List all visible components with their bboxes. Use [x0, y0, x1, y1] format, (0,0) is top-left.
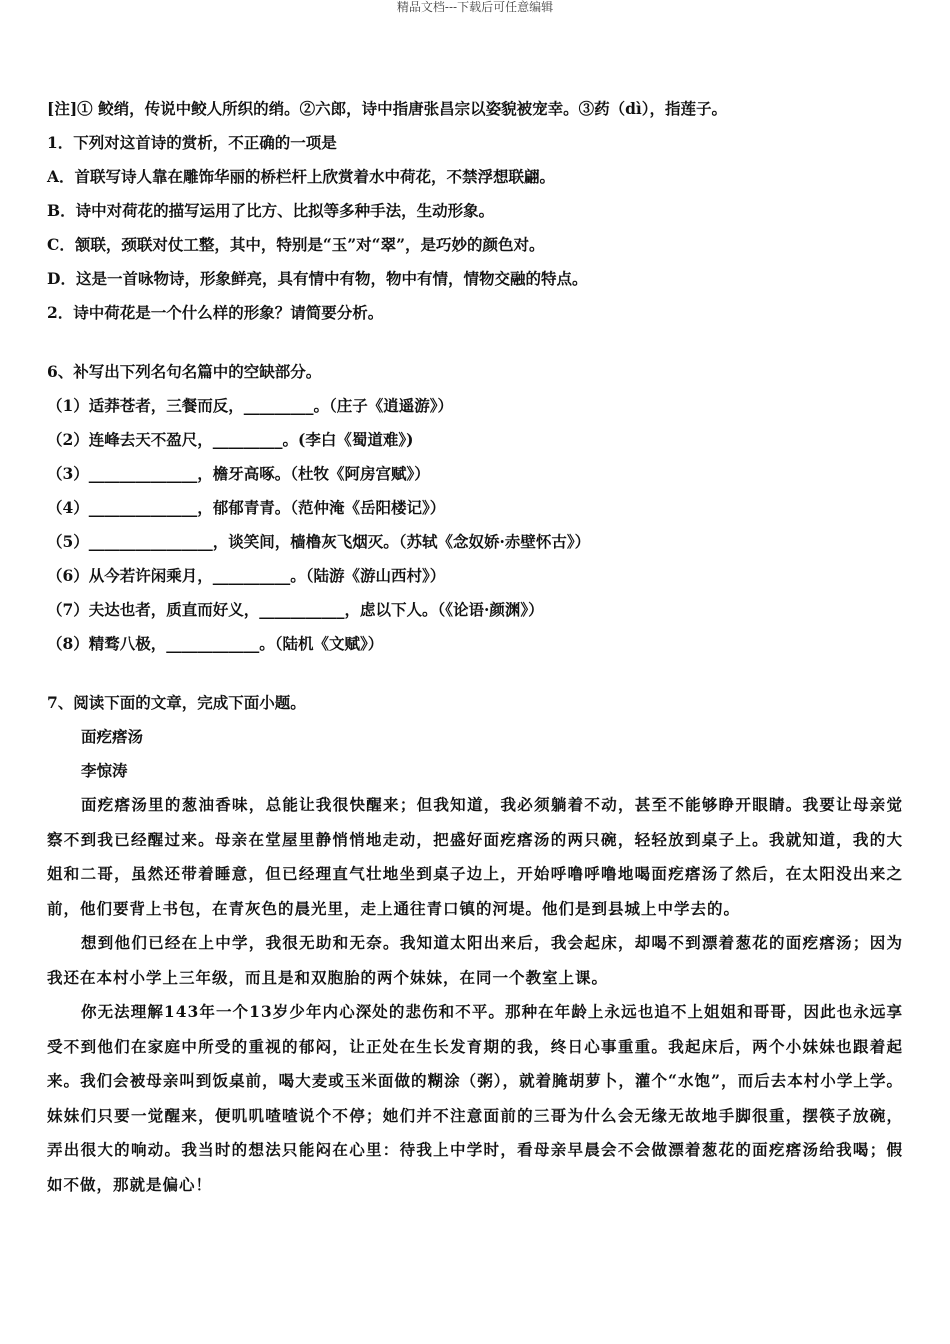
- option-a: A．首联写诗人靠在雕饰华丽的桥栏杆上欣赏着水中荷花，不禁浮想联翩。: [47, 167, 556, 186]
- q6-item-4: （4）______________，郁郁青青。（范仲淹《岳阳楼记》）: [47, 498, 446, 517]
- option-c: C．颔联，颈联对仗工整，其中，特别是“玉”对“翠”，是巧妙的颜色对。: [47, 235, 545, 254]
- article-paragraph: 想到他们已经在上中学，我很无助和无奈。我知道太阳出来后，我会起床，却喝不到漂着葱花的面疙瘩汤；因为我还在本村小学上三年级，而且是和双胞胎的两个妹妹，在同一个教室上课。: [47, 933, 903, 987]
- article-paragraph: 面疙瘩汤里的葱油香味，总能让我很快醒来；但我知道，我必须躺着不动，甚至不能够睁开眼睛。我要让母亲觉察不到我已经醒过来。母亲在堂屋里静悄悄地走动，把盛好面疙瘩汤的两只碗，轻轻放到桌子上。我就知道，我的大姐和二哥，虽然还带着睡意，但已经理直气壮地坐到桌子边上，开始呼噜呼噜地喝面疙瘩汤了然后，在太阳没出来之前，他们要背上书包，在青灰色的晨光里，走上通往青口镇的河堤。他们是到县城上中学去的。: [47, 795, 903, 918]
- q6-item-2: （2）连峰去天不盈尺，_________。(李白《蜀道难》): [47, 430, 414, 449]
- article-author: 李惊涛: [81, 761, 128, 780]
- q6-item-1: （1）适莽苍者，三餐而反，_________。（庄子《逍遥游》）: [47, 396, 454, 415]
- question-1: 1．下列对这首诗的赏析，不正确的一项是: [47, 133, 337, 152]
- option-d: D．这是一首咏物诗，形象鲜亮，具有情中有物，物中有情，情物交融的特点。: [47, 269, 588, 288]
- question-2: 2．诗中荷花是一个什么样的形象？请简要分析。: [47, 303, 384, 322]
- q6-item-8: （8）精骛八极，____________。（陆机《文赋》）: [47, 634, 384, 653]
- question-7-title: 7、阅读下面的文章，完成下面小题。: [47, 693, 306, 712]
- q6-item-5: （5）________________，谈笑间，樯橹灰飞烟灭。（苏轼《念奴娇·赤壁怀古》）: [47, 532, 591, 551]
- question-6-title: 6、补写出下列名句名篇中的空缺部分。: [47, 362, 322, 381]
- article-paragraph: 你无法理解143年一个13岁少年内心深处的悲伤和不平。那种在年龄上永远也追不上姐姐和哥哥，因此也永远享受不到他们在家庭中所受的重视的郁闷，让正处在生长发育期的我，终日心事重重。我起床后，两个小妹妹也跟着起来。我们会被母亲叫到饭桌前，喝大麦或玉米面做的糊涂（粥），就着腌胡萝卜，灌个“水饱”，而后去本村小学上学。妹妹们只要一觉醒来，便叽叽喳喳说个不停；她们并不注意面前的三哥为什么会无缘无故地手脚很重，摆筷子放碗，弄出很大的响动。我当时的想法只能闷在心里：待我上中学时，看母亲早晨会不会做漂着葱花的面疙瘩汤给我喝；假如不做，那就是偏心！: [47, 1002, 903, 1194]
- document-body: [47, 92, 903, 1202]
- q6-item-6: （6）从今若许闲乘月，__________。（陆游《游山西村》）: [47, 566, 446, 585]
- article-title: 面疙瘩汤: [81, 727, 144, 746]
- q6-item-7: （7）夫达也者，质直而好义，___________，虑以下人。（《论语·颜渊》）: [47, 600, 544, 619]
- option-b: B．诗中对荷花的描写运用了比方、比拟等多种手法，生动形象。: [47, 201, 495, 220]
- page-header: 精品文档---下载后可任意编辑: [396, 0, 554, 14]
- q6-item-3: （3）______________，檐牙高啄。（杜牧《阿房宫赋》）: [47, 464, 430, 483]
- poem-note: [注]① 鲛绡，传说中鲛人所织的绡。②六郎，诗中指唐张昌宗以姿貌被宠幸。③药（dì），指莲子。: [47, 99, 728, 118]
